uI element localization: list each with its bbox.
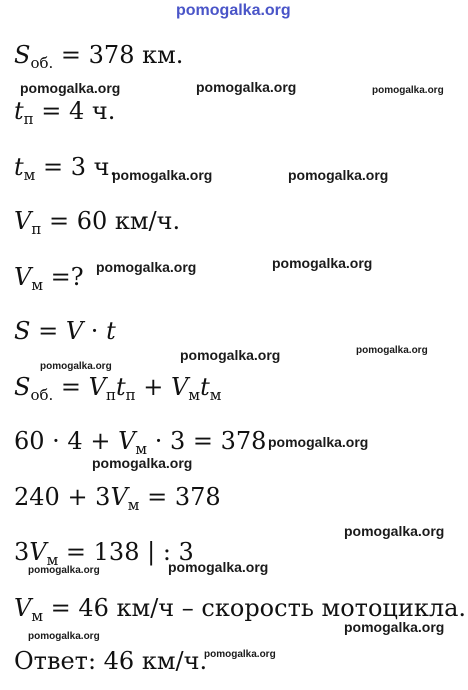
unknown-motorcycle-speed: $V_м$ =? xyxy=(14,263,84,294)
watermark: pomogalka.org xyxy=(196,79,297,95)
watermark: pomogalka.org xyxy=(356,345,428,356)
watermark: pomogalka.org xyxy=(372,85,444,96)
distance-formula: S = V · t xyxy=(14,317,116,345)
answer: Ответ: 46 км/ч. xyxy=(14,647,208,675)
given-pedestrian-time: $t_п = 4$ ч. xyxy=(14,97,116,128)
watermark: pomogalka.org xyxy=(344,523,445,539)
watermark: pomogalka.org xyxy=(168,559,269,575)
given-pedestrian-speed: $V_п = 60$ км/ч. xyxy=(14,207,181,238)
watermark: pomogalka.org xyxy=(180,347,281,363)
watermark: pomogalka.org xyxy=(92,455,193,471)
simplified-equation: $240 + 3V_м = 378$ xyxy=(14,483,221,514)
watermark: pomogalka.org xyxy=(112,167,213,183)
watermark: pomogalka.org xyxy=(204,649,276,660)
watermark: pomogalka.org xyxy=(272,255,373,271)
watermark: pomogalka.org xyxy=(20,80,121,96)
watermark: pomogalka.org xyxy=(40,361,112,372)
watermark: pomogalka.org xyxy=(344,619,445,635)
watermark: pomogalka.org xyxy=(268,434,369,450)
given-total-distance: $S_{об.} = 378$ км. xyxy=(14,41,184,72)
motorcycle-speed-result: $V_м = 46$ км/ч – скорость мотоцикла. xyxy=(14,594,467,625)
substituted-equation: $60 \cdot 4 + V_м \cdot 3 = 378$ xyxy=(14,427,267,458)
watermark: pomogalka.org xyxy=(96,259,197,275)
total-distance-equation: $S_{об.} = V_пt_п + V_мt_м$ xyxy=(14,373,222,404)
watermark-header: pomogalka.org xyxy=(176,2,291,19)
given-motorcycle-time: $t_м = 3$ ч. xyxy=(14,153,118,184)
watermark: pomogalka.org xyxy=(28,631,100,642)
watermark: pomogalka.org xyxy=(288,167,389,183)
watermark: pomogalka.org xyxy=(28,565,100,576)
isolated-equation: $3V_м = 138$ | : 3 xyxy=(14,538,194,569)
